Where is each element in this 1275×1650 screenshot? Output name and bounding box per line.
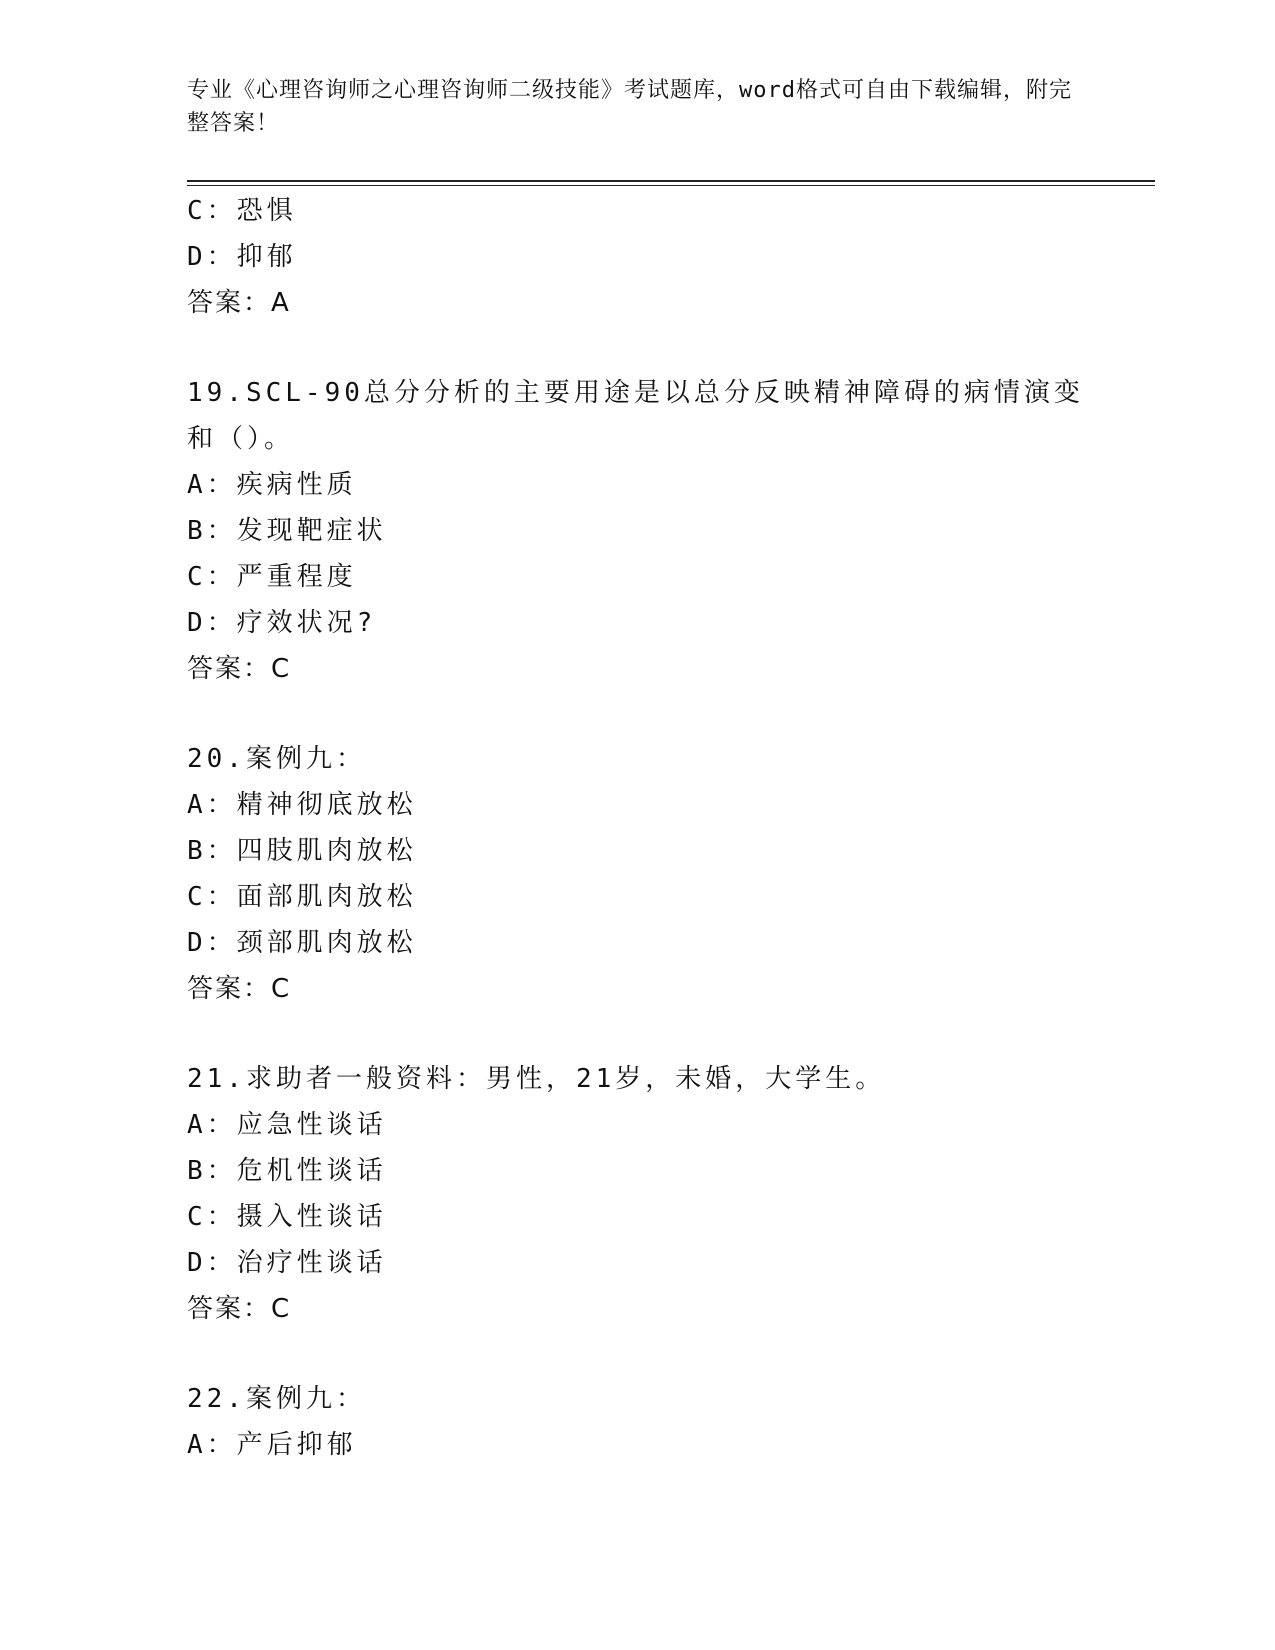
header-divider-thick <box>187 180 1155 182</box>
option-b: B：危机性谈话 <box>187 1156 387 1186</box>
answer-line: 答案：C <box>187 974 292 1004</box>
option-b: B：四肢肌肉放松 <box>187 836 417 866</box>
question-block-18 <box>187 188 1087 326</box>
option-c: C：面部肌肉放松 <box>187 882 417 912</box>
question-text: 19.SCL-90总分分析的主要用途是以总分反映精神障碍的病情演变和（）。 <box>187 378 1084 454</box>
answer-line: 答案：C <box>187 654 292 684</box>
question-block-21 <box>187 1056 1087 1332</box>
option-c: C：严重程度 <box>187 562 357 592</box>
option-d: D：颈部肌肉放松 <box>187 928 417 958</box>
answer-line: 答案：C <box>187 1294 292 1324</box>
option-d: D：治疗性谈话 <box>187 1248 387 1278</box>
question-list <box>187 188 1087 1468</box>
question-block-19 <box>187 370 1087 692</box>
question-block-20 <box>187 736 1087 1012</box>
header-divider-thin <box>187 185 1155 186</box>
question-block-22 <box>187 1376 1087 1468</box>
option-c: C：恐惧 <box>187 196 297 226</box>
option-a: A：产后抑郁 <box>187 1430 357 1460</box>
spacer <box>187 692 1087 736</box>
answer-line: 答案：A <box>187 288 291 318</box>
option-a: A：精神彻底放松 <box>187 790 417 820</box>
option-b: B：发现靶症状 <box>187 516 387 546</box>
option-a: A：应急性谈话 <box>187 1110 387 1140</box>
option-a: A：疾病性质 <box>187 470 357 500</box>
question-text: 20.案例九： <box>187 744 366 774</box>
option-d: D：抑郁 <box>187 242 297 272</box>
spacer <box>187 326 1087 370</box>
question-text: 22.案例九： <box>187 1384 366 1414</box>
spacer <box>187 1012 1087 1056</box>
document-header: 专业《心理咨询师之心理咨询师二级技能》考试题库，word格式可自由下载编辑，附完整答案！ <box>187 78 1072 136</box>
option-d: D：疗效状况? <box>187 608 377 638</box>
question-text: 21.求助者一般资料：男性，21岁，未婚，大学生。 <box>187 1064 886 1094</box>
option-c: C：摄入性谈话 <box>187 1202 387 1232</box>
spacer <box>187 1332 1087 1376</box>
